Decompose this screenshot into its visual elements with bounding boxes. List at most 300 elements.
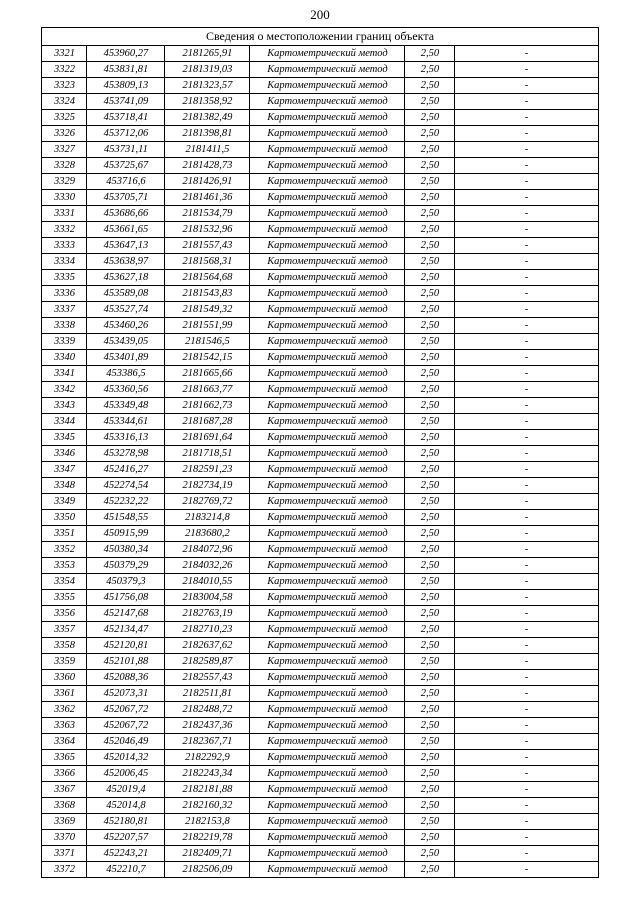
- cell-y-coordinate: 2181534,79: [165, 206, 250, 222]
- cell-y-coordinate: 2181687,28: [165, 414, 250, 430]
- cell-precision: 2,50: [405, 750, 455, 766]
- cell-precision: 2,50: [405, 174, 455, 190]
- cell-point-number: 3368: [42, 798, 87, 814]
- cell-precision: 2,50: [405, 478, 455, 494]
- cell-dash: -: [455, 526, 598, 542]
- cell-x-coordinate: 452088,36: [87, 670, 165, 686]
- table-row: [42, 734, 598, 750]
- cell-precision: 2,50: [405, 446, 455, 462]
- cell-y-coordinate: 2182591,23: [165, 462, 250, 478]
- cell-y-coordinate: 2182437,36: [165, 718, 250, 734]
- cell-dash: -: [455, 270, 598, 286]
- cell-method: Картометрический метод: [250, 190, 405, 206]
- cell-y-coordinate: 2181428,73: [165, 158, 250, 174]
- cell-x-coordinate: 453316,13: [87, 430, 165, 446]
- table-row: [42, 766, 598, 782]
- cell-point-number: 3332: [42, 222, 87, 238]
- cell-x-coordinate: 453349,48: [87, 398, 165, 414]
- cell-dash: -: [455, 254, 598, 270]
- cell-precision: 2,50: [405, 318, 455, 334]
- cell-dash: -: [455, 158, 598, 174]
- cell-point-number: 3347: [42, 462, 87, 478]
- cell-method: Картометрический метод: [250, 830, 405, 846]
- cell-x-coordinate: 453638,97: [87, 254, 165, 270]
- cell-point-number: 3350: [42, 510, 87, 526]
- cell-dash: -: [455, 94, 598, 110]
- cell-x-coordinate: 452134,47: [87, 622, 165, 638]
- cell-precision: 2,50: [405, 238, 455, 254]
- cell-method: Картометрический метод: [250, 398, 405, 414]
- cell-method: Картометрический метод: [250, 414, 405, 430]
- table-row: [42, 830, 598, 846]
- cell-precision: 2,50: [405, 846, 455, 862]
- cell-dash: -: [455, 686, 598, 702]
- cell-method: Картометрический метод: [250, 846, 405, 862]
- cell-point-number: 3335: [42, 270, 87, 286]
- cell-x-coordinate: 453809,13: [87, 78, 165, 94]
- table-row: [42, 414, 598, 430]
- cell-precision: 2,50: [405, 222, 455, 238]
- cell-point-number: 3354: [42, 574, 87, 590]
- cell-x-coordinate: 452014,32: [87, 750, 165, 766]
- cell-method: Картометрический метод: [250, 174, 405, 190]
- table-row: [42, 814, 598, 830]
- cell-precision: 2,50: [405, 494, 455, 510]
- cell-method: Картометрический метод: [250, 750, 405, 766]
- cell-method: Картометрический метод: [250, 622, 405, 638]
- cell-y-coordinate: 2184072,96: [165, 542, 250, 558]
- cell-precision: 2,50: [405, 382, 455, 398]
- cell-dash: -: [455, 286, 598, 302]
- cell-dash: -: [455, 414, 598, 430]
- cell-point-number: 3352: [42, 542, 87, 558]
- cell-dash: -: [455, 334, 598, 350]
- table-row: [42, 78, 598, 94]
- cell-dash: -: [455, 814, 598, 830]
- cell-dash: -: [455, 126, 598, 142]
- cell-precision: 2,50: [405, 126, 455, 142]
- cell-method: Картометрический метод: [250, 206, 405, 222]
- cell-dash: -: [455, 510, 598, 526]
- cell-precision: 2,50: [405, 190, 455, 206]
- cell-method: Картометрический метод: [250, 142, 405, 158]
- cell-point-number: 3341: [42, 366, 87, 382]
- cell-dash: -: [455, 750, 598, 766]
- cell-x-coordinate: 453731,11: [87, 142, 165, 158]
- cell-precision: 2,50: [405, 110, 455, 126]
- cell-x-coordinate: 453741,09: [87, 94, 165, 110]
- cell-point-number: 3348: [42, 478, 87, 494]
- cell-point-number: 3359: [42, 654, 87, 670]
- cell-method: Картометрический метод: [250, 238, 405, 254]
- table-row: [42, 334, 598, 350]
- cell-precision: 2,50: [405, 366, 455, 382]
- cell-dash: -: [455, 174, 598, 190]
- cell-dash: -: [455, 62, 598, 78]
- cell-y-coordinate: 2181382,49: [165, 110, 250, 126]
- cell-point-number: 3328: [42, 158, 87, 174]
- table-row: [42, 510, 598, 526]
- cell-method: Картометрический метод: [250, 254, 405, 270]
- cell-x-coordinate: 453386,5: [87, 366, 165, 382]
- cell-dash: -: [455, 718, 598, 734]
- cell-dash: -: [455, 638, 598, 654]
- cell-y-coordinate: 2181568,31: [165, 254, 250, 270]
- cell-x-coordinate: 450380,34: [87, 542, 165, 558]
- cell-method: Картометрический метод: [250, 366, 405, 382]
- table-row: [42, 302, 598, 318]
- cell-y-coordinate: 2181564,68: [165, 270, 250, 286]
- cell-x-coordinate: 452067,72: [87, 718, 165, 734]
- cell-dash: -: [455, 574, 598, 590]
- cell-dash: -: [455, 782, 598, 798]
- cell-x-coordinate: 453718,41: [87, 110, 165, 126]
- table-row: [42, 606, 598, 622]
- cell-dash: -: [455, 542, 598, 558]
- cell-x-coordinate: 452180,81: [87, 814, 165, 830]
- cell-point-number: 3323: [42, 78, 87, 94]
- cell-x-coordinate: 452019,4: [87, 782, 165, 798]
- cell-x-coordinate: 452006,45: [87, 766, 165, 782]
- cell-y-coordinate: 2182763,19: [165, 606, 250, 622]
- cell-precision: 2,50: [405, 46, 455, 62]
- cell-precision: 2,50: [405, 782, 455, 798]
- table-row: [42, 718, 598, 734]
- cell-method: Картометрический метод: [250, 494, 405, 510]
- cell-x-coordinate: 453831,81: [87, 62, 165, 78]
- cell-precision: 2,50: [405, 206, 455, 222]
- cell-precision: 2,50: [405, 574, 455, 590]
- cell-point-number: 3363: [42, 718, 87, 734]
- cell-precision: 2,50: [405, 590, 455, 606]
- cell-y-coordinate: 2182557,43: [165, 670, 250, 686]
- cell-point-number: 3330: [42, 190, 87, 206]
- cell-y-coordinate: 2181265,91: [165, 46, 250, 62]
- table-row: [42, 702, 598, 718]
- table-row: [42, 350, 598, 366]
- cell-y-coordinate: 2181411,5: [165, 142, 250, 158]
- cell-method: Картометрический метод: [250, 638, 405, 654]
- table-row: [42, 574, 598, 590]
- table-row: [42, 590, 598, 606]
- table-row: [42, 558, 598, 574]
- cell-method: Картометрический метод: [250, 126, 405, 142]
- cell-y-coordinate: 2181358,92: [165, 94, 250, 110]
- cell-dash: -: [455, 798, 598, 814]
- cell-dash: -: [455, 478, 598, 494]
- cell-method: Картометрический метод: [250, 94, 405, 110]
- cell-point-number: 3362: [42, 702, 87, 718]
- cell-dash: -: [455, 766, 598, 782]
- cell-y-coordinate: 2181319,03: [165, 62, 250, 78]
- cell-y-coordinate: 2182367,71: [165, 734, 250, 750]
- cell-y-coordinate: 2182243,34: [165, 766, 250, 782]
- cell-y-coordinate: 2182160,32: [165, 798, 250, 814]
- table-row: [42, 382, 598, 398]
- cell-precision: 2,50: [405, 718, 455, 734]
- cell-point-number: 3331: [42, 206, 87, 222]
- table-row: [42, 478, 598, 494]
- table-body: [42, 46, 598, 878]
- table-row: [42, 398, 598, 414]
- cell-dash: -: [455, 670, 598, 686]
- cell-precision: 2,50: [405, 462, 455, 478]
- cell-y-coordinate: 2181532,96: [165, 222, 250, 238]
- cell-dash: -: [455, 590, 598, 606]
- table-row: [42, 862, 598, 878]
- cell-method: Картометрический метод: [250, 62, 405, 78]
- cell-point-number: 3333: [42, 238, 87, 254]
- cell-x-coordinate: 453712,06: [87, 126, 165, 142]
- cell-y-coordinate: 2182181,88: [165, 782, 250, 798]
- cell-precision: 2,50: [405, 270, 455, 286]
- cell-point-number: 3356: [42, 606, 87, 622]
- cell-x-coordinate: 453661,65: [87, 222, 165, 238]
- table-row: [42, 686, 598, 702]
- cell-method: Картометрический метод: [250, 814, 405, 830]
- cell-y-coordinate: 2181549,32: [165, 302, 250, 318]
- cell-y-coordinate: 2183680,2: [165, 526, 250, 542]
- cell-method: Картометрический метод: [250, 670, 405, 686]
- cell-precision: 2,50: [405, 158, 455, 174]
- cell-point-number: 3346: [42, 446, 87, 462]
- cell-precision: 2,50: [405, 94, 455, 110]
- cell-y-coordinate: 2182219,78: [165, 830, 250, 846]
- cell-x-coordinate: 452014,8: [87, 798, 165, 814]
- cell-method: Картометрический метод: [250, 46, 405, 62]
- cell-precision: 2,50: [405, 142, 455, 158]
- cell-y-coordinate: 2181551,99: [165, 318, 250, 334]
- cell-point-number: 3355: [42, 590, 87, 606]
- cell-dash: -: [455, 606, 598, 622]
- cell-x-coordinate: 451756,08: [87, 590, 165, 606]
- cell-dash: -: [455, 222, 598, 238]
- cell-precision: 2,50: [405, 686, 455, 702]
- cell-point-number: 3367: [42, 782, 87, 798]
- cell-precision: 2,50: [405, 814, 455, 830]
- page-number: 200: [310, 7, 330, 22]
- cell-dash: -: [455, 302, 598, 318]
- cell-method: Картометрический метод: [250, 526, 405, 542]
- table-row: [42, 318, 598, 334]
- cell-point-number: 3334: [42, 254, 87, 270]
- table-row: [42, 62, 598, 78]
- cell-dash: -: [455, 206, 598, 222]
- table-title: Сведения о местоположении границ объекта: [42, 28, 598, 46]
- cell-y-coordinate: 2181426,91: [165, 174, 250, 190]
- cell-y-coordinate: 2181663,77: [165, 382, 250, 398]
- cell-point-number: 3338: [42, 318, 87, 334]
- cell-dash: -: [455, 622, 598, 638]
- cell-point-number: 3321: [42, 46, 87, 62]
- table-row: [42, 798, 598, 814]
- table-row: [42, 190, 598, 206]
- cell-x-coordinate: 451548,55: [87, 510, 165, 526]
- cell-method: Картометрический метод: [250, 798, 405, 814]
- cell-x-coordinate: 452210,7: [87, 862, 165, 878]
- cell-point-number: 3340: [42, 350, 87, 366]
- cell-precision: 2,50: [405, 558, 455, 574]
- cell-x-coordinate: 452073,31: [87, 686, 165, 702]
- table-title-row: [42, 28, 598, 46]
- cell-precision: 2,50: [405, 638, 455, 654]
- cell-x-coordinate: 453960,27: [87, 46, 165, 62]
- cell-method: Картометрический метод: [250, 302, 405, 318]
- cell-dash: -: [455, 462, 598, 478]
- cell-method: Картометрический метод: [250, 734, 405, 750]
- cell-y-coordinate: 2181662,73: [165, 398, 250, 414]
- table-row: [42, 254, 598, 270]
- cell-point-number: 3357: [42, 622, 87, 638]
- cell-precision: 2,50: [405, 62, 455, 78]
- cell-x-coordinate: 452274,54: [87, 478, 165, 494]
- cell-precision: 2,50: [405, 526, 455, 542]
- cell-precision: 2,50: [405, 78, 455, 94]
- table-row: [42, 286, 598, 302]
- cell-method: Картометрический метод: [250, 286, 405, 302]
- table-row: [42, 750, 598, 766]
- table-row: [42, 494, 598, 510]
- table-row: [42, 110, 598, 126]
- cell-dash: -: [455, 446, 598, 462]
- cell-x-coordinate: 453589,08: [87, 286, 165, 302]
- cell-x-coordinate: 450915,99: [87, 526, 165, 542]
- table-row: [42, 238, 598, 254]
- cell-x-coordinate: 453725,67: [87, 158, 165, 174]
- cell-dash: -: [455, 350, 598, 366]
- cell-point-number: 3349: [42, 494, 87, 510]
- table-row: [42, 46, 598, 62]
- cell-point-number: 3326: [42, 126, 87, 142]
- cell-method: Картометрический метод: [250, 654, 405, 670]
- cell-dash: -: [455, 78, 598, 94]
- cell-y-coordinate: 2181546,5: [165, 334, 250, 350]
- cell-point-number: 3344: [42, 414, 87, 430]
- cell-y-coordinate: 2183004,58: [165, 590, 250, 606]
- cell-precision: 2,50: [405, 302, 455, 318]
- table-row: [42, 206, 598, 222]
- cell-x-coordinate: 452046,49: [87, 734, 165, 750]
- cell-precision: 2,50: [405, 350, 455, 366]
- cell-dash: -: [455, 862, 598, 878]
- table-row: [42, 366, 598, 382]
- table-row: [42, 638, 598, 654]
- cell-x-coordinate: 453627,18: [87, 270, 165, 286]
- cell-x-coordinate: 453647,13: [87, 238, 165, 254]
- cell-method: Картометрический метод: [250, 382, 405, 398]
- cell-x-coordinate: 453401,89: [87, 350, 165, 366]
- cell-x-coordinate: 453360,56: [87, 382, 165, 398]
- cell-method: Картометрический метод: [250, 478, 405, 494]
- cell-x-coordinate: 453439,05: [87, 334, 165, 350]
- cell-method: Картометрический метод: [250, 222, 405, 238]
- table-row: [42, 270, 598, 286]
- cell-y-coordinate: 2181542,15: [165, 350, 250, 366]
- cell-method: Картометрический метод: [250, 766, 405, 782]
- table-row: [42, 542, 598, 558]
- cell-dash: -: [455, 558, 598, 574]
- cell-x-coordinate: 453686,66: [87, 206, 165, 222]
- cell-y-coordinate: 2181557,43: [165, 238, 250, 254]
- cell-x-coordinate: 452147,68: [87, 606, 165, 622]
- cell-point-number: 3343: [42, 398, 87, 414]
- cell-precision: 2,50: [405, 654, 455, 670]
- cell-method: Картометрический метод: [250, 350, 405, 366]
- cell-method: Картометрический метод: [250, 78, 405, 94]
- table-row: [42, 846, 598, 862]
- cell-y-coordinate: 2182153,8: [165, 814, 250, 830]
- cell-y-coordinate: 2181461,36: [165, 190, 250, 206]
- cell-y-coordinate: 2182506,09: [165, 862, 250, 878]
- cell-method: Картометрический метод: [250, 446, 405, 462]
- cell-y-coordinate: 2182292,9: [165, 750, 250, 766]
- cell-x-coordinate: 452067,72: [87, 702, 165, 718]
- cell-dash: -: [455, 366, 598, 382]
- cell-method: Картометрический метод: [250, 606, 405, 622]
- cell-x-coordinate: 453460,26: [87, 318, 165, 334]
- cell-precision: 2,50: [405, 510, 455, 526]
- cell-point-number: 3325: [42, 110, 87, 126]
- cell-precision: 2,50: [405, 702, 455, 718]
- cell-y-coordinate: 2181691,64: [165, 430, 250, 446]
- table-row: [42, 622, 598, 638]
- table-row: [42, 446, 598, 462]
- cell-point-number: 3364: [42, 734, 87, 750]
- cell-y-coordinate: 2181543,83: [165, 286, 250, 302]
- cell-x-coordinate: 452101,88: [87, 654, 165, 670]
- cell-precision: 2,50: [405, 286, 455, 302]
- table-row: [42, 654, 598, 670]
- cell-point-number: 3369: [42, 814, 87, 830]
- cell-method: Картометрический метод: [250, 686, 405, 702]
- cell-x-coordinate: 452243,21: [87, 846, 165, 862]
- cell-method: Картометрический метод: [250, 718, 405, 734]
- table-row: [42, 174, 598, 190]
- cell-dash: -: [455, 654, 598, 670]
- cell-dash: -: [455, 142, 598, 158]
- cell-x-coordinate: 452207,57: [87, 830, 165, 846]
- cell-point-number: 3366: [42, 766, 87, 782]
- cell-point-number: 3372: [42, 862, 87, 878]
- cell-dash: -: [455, 318, 598, 334]
- table-row: [42, 782, 598, 798]
- cell-method: Картометрический метод: [250, 510, 405, 526]
- cell-precision: 2,50: [405, 398, 455, 414]
- cell-y-coordinate: 2184010,55: [165, 574, 250, 590]
- cell-point-number: 3329: [42, 174, 87, 190]
- table-row: [42, 462, 598, 478]
- cell-y-coordinate: 2182769,72: [165, 494, 250, 510]
- cell-point-number: 3337: [42, 302, 87, 318]
- table-row: [42, 94, 598, 110]
- cell-dash: -: [455, 830, 598, 846]
- cell-method: Картометрический метод: [250, 558, 405, 574]
- cell-x-coordinate: 452416,27: [87, 462, 165, 478]
- table-row: [42, 158, 598, 174]
- cell-x-coordinate: 453705,71: [87, 190, 165, 206]
- cell-dash: -: [455, 110, 598, 126]
- cell-x-coordinate: 452232,22: [87, 494, 165, 510]
- cell-y-coordinate: 2182589,87: [165, 654, 250, 670]
- cell-y-coordinate: 2182734,19: [165, 478, 250, 494]
- cell-dash: -: [455, 382, 598, 398]
- cell-y-coordinate: 2182511,81: [165, 686, 250, 702]
- cell-method: Картометрический метод: [250, 782, 405, 798]
- cell-precision: 2,50: [405, 830, 455, 846]
- cell-y-coordinate: 2182409,71: [165, 846, 250, 862]
- cell-precision: 2,50: [405, 414, 455, 430]
- table-row: [42, 222, 598, 238]
